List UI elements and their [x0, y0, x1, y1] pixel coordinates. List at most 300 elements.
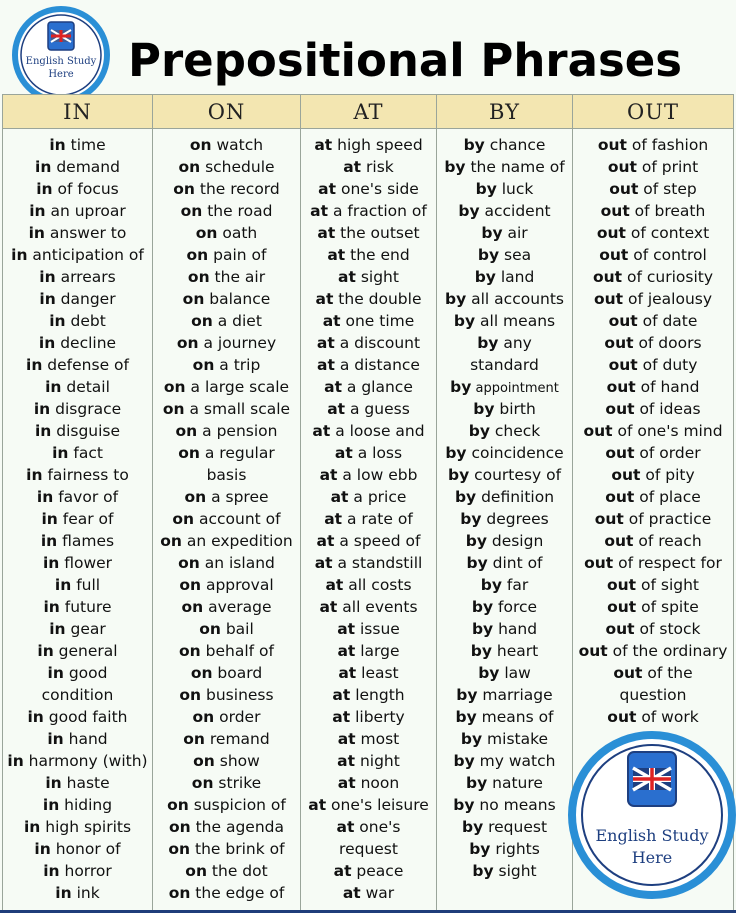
logo-bottom-text-1: English Study: [595, 826, 709, 845]
phrase-preposition: on: [186, 246, 209, 264]
phrase-row: [573, 442, 733, 464]
phrase-row: [153, 882, 300, 904]
phrase-preposition: out: [593, 290, 624, 308]
phrase-row: [437, 728, 572, 750]
phrase-text: demand: [51, 158, 120, 176]
phrase-text: a fraction of: [328, 202, 427, 220]
phrase-text: of context: [625, 224, 710, 242]
phrase-text: an uproar: [45, 202, 126, 220]
phrase-text: the dot: [206, 862, 268, 880]
page-title: Prepositional Phrases: [128, 34, 683, 87]
phrase-row: [301, 574, 436, 596]
phrase-row: [437, 640, 572, 662]
phrase-row: [153, 706, 300, 728]
phrase-preposition: on: [175, 422, 198, 440]
phrase-preposition: out: [592, 268, 623, 286]
phrase-preposition: out: [578, 642, 608, 660]
phrase-row: [301, 640, 436, 662]
phrase-row: [437, 816, 572, 838]
phrase-text: sight: [355, 268, 399, 286]
phrase-row: [153, 398, 300, 420]
phrase-row: [437, 552, 572, 574]
phrase-text: risk: [361, 158, 394, 176]
phrase-text: of practice: [623, 510, 712, 528]
phrase-row: [3, 332, 152, 354]
phrase-preposition: at: [314, 554, 333, 572]
phrase-text: of curiosity: [622, 268, 714, 286]
phrase-row: [573, 684, 733, 706]
phrase-row: [573, 178, 733, 200]
phrase-row: [573, 222, 733, 244]
phrase-text: of date: [637, 312, 698, 330]
phrase-row: [3, 508, 152, 530]
phrase-preposition: in: [43, 862, 60, 880]
phrase-row: [301, 662, 436, 684]
phrase-text: the name of: [465, 158, 565, 176]
phrase-row: [153, 200, 300, 222]
phrase-text: birth: [494, 400, 536, 418]
phrase-row: [437, 200, 572, 222]
phrase-row: [3, 838, 152, 860]
column-header-in: IN: [3, 95, 152, 129]
phrase-preposition: out: [605, 620, 635, 638]
phrase-row: [573, 354, 733, 376]
phrase-preposition: by: [458, 202, 480, 220]
phrase-row: [301, 684, 436, 706]
phrase-row: [3, 310, 152, 332]
phrase-preposition: out: [605, 400, 635, 418]
phrase-preposition: on: [179, 686, 202, 704]
phrase-preposition: by: [456, 686, 478, 704]
phrase-preposition: in: [34, 840, 51, 858]
phrase-row: [437, 750, 572, 772]
phrase-row: [301, 772, 436, 794]
phrase-preposition: out: [606, 576, 637, 594]
phrase-row: [301, 706, 436, 728]
phrase-row: [3, 266, 152, 288]
phrase-preposition: by: [455, 708, 477, 726]
phrase-preposition: by: [466, 554, 488, 572]
phrase-text: a distance: [334, 356, 420, 374]
phrase-preposition: at: [332, 708, 351, 726]
phrase-row: [573, 376, 733, 398]
column-body: [437, 134, 572, 912]
logo-bottom-text-2: Here: [631, 848, 673, 867]
phrase-row: [573, 706, 733, 728]
phrase-preposition: on: [180, 202, 203, 220]
phrase-text: of work: [636, 708, 699, 726]
phrase-row: [573, 200, 733, 222]
phrase-row: [301, 156, 436, 178]
phrase-row: [437, 794, 572, 816]
phrase-text: a loose and: [330, 422, 425, 440]
phrase-row: [437, 838, 572, 860]
phrase-row: [3, 596, 152, 618]
phrase-text: watch: [211, 136, 264, 154]
phrase-preposition: at: [327, 246, 346, 264]
phrase-row: [573, 288, 733, 310]
phrase-text: appointment: [471, 381, 559, 396]
phrase-row: [3, 552, 152, 574]
phrase-text: of pity: [640, 466, 695, 484]
phrase-row: [301, 464, 436, 486]
phrase-row: [301, 244, 436, 266]
phrase-row: [153, 442, 300, 464]
phrase-row: [437, 178, 572, 200]
phrase-text: luck: [496, 180, 534, 198]
phrase-row: [301, 420, 436, 442]
phrase-row: [437, 244, 572, 266]
phrase-row: [3, 882, 152, 904]
phrase-text: courtesy of: [469, 466, 562, 484]
phrase-preposition: out: [605, 488, 635, 506]
phrase-text: the end: [345, 246, 410, 264]
phrase-preposition: out: [596, 224, 626, 242]
phrase-preposition: on: [163, 378, 186, 396]
phrase-row: [573, 266, 733, 288]
phrase-row: [153, 508, 300, 530]
phrase-preposition: at: [327, 400, 346, 418]
phrase-row: [301, 200, 436, 222]
phrase-row: [437, 618, 572, 640]
phrase-row: [573, 574, 733, 596]
phrase-preposition: out: [607, 598, 637, 616]
phrase-text: of stock: [634, 620, 701, 638]
phrase-preposition: on: [178, 554, 200, 572]
phrase-preposition: out: [613, 664, 643, 682]
phrase-preposition: in: [37, 642, 54, 660]
phrase-row: [301, 750, 436, 772]
phrase-preposition: by: [477, 334, 499, 352]
phrase-row: [301, 288, 436, 310]
phrase-row: [153, 750, 300, 772]
phrase-row: [301, 838, 436, 860]
phrase-text: strike: [213, 774, 262, 792]
phrase-preposition: by: [460, 510, 482, 528]
phrase-row: [3, 200, 152, 222]
phrase-text: one time: [340, 312, 415, 330]
phrase-text: of duty: [637, 356, 698, 374]
phrase-preposition: at: [337, 752, 356, 770]
phrase-text: marriage: [477, 686, 553, 704]
phrase-preposition: out: [584, 554, 614, 572]
phrase-row: [3, 156, 152, 178]
phrase-row: [301, 882, 436, 904]
phrase-text: my watch: [474, 752, 556, 770]
phrase-row: [153, 618, 300, 640]
phrase-row: [153, 860, 300, 882]
phrase-text: harmony (with): [23, 752, 148, 770]
phrase-text: the brink of: [190, 840, 285, 858]
phrase-preposition: on: [173, 180, 195, 198]
phrase-row: [3, 574, 152, 596]
phrase-preposition: in: [39, 268, 56, 286]
phrase-text: honor of: [50, 840, 121, 858]
phrase-text: ink: [71, 884, 100, 902]
phrase-row: [437, 266, 572, 288]
phrase-text: detail: [61, 378, 110, 396]
phrase-text: balance: [204, 290, 271, 308]
phrase-preposition: in: [40, 532, 58, 550]
phrase-preposition: by: [461, 818, 484, 836]
phrase-row: [153, 332, 300, 354]
phrase-text: arrears: [55, 268, 116, 286]
phrase-row: [573, 530, 733, 552]
phrase-text: of jealousy: [623, 290, 713, 308]
phrase-text: a rate of: [342, 510, 413, 528]
phrase-text: a speed of: [334, 532, 421, 550]
phrase-row: [437, 222, 572, 244]
phrase-text: dint of: [487, 554, 543, 572]
phrase-text: all events: [337, 598, 418, 616]
phrase-text: the agenda: [190, 818, 284, 836]
phrase-row: [153, 794, 300, 816]
phrase-preposition: by: [469, 840, 491, 858]
phrase-text: land: [495, 268, 535, 286]
phrase-text: basis: [206, 466, 247, 484]
phrase-preposition: by: [454, 488, 477, 506]
logo-top-text-1: English Study: [25, 56, 97, 67]
phrase-preposition: at: [310, 202, 329, 220]
phrase-text: favor of: [53, 488, 119, 506]
phrase-row: [153, 662, 300, 684]
phrase-preposition: by: [481, 224, 503, 242]
phrase-row: [437, 398, 572, 420]
phrase-preposition: at: [336, 818, 355, 836]
phrase-text: of respect for: [613, 554, 722, 572]
phrase-preposition: by: [450, 378, 472, 396]
phrase-row: [3, 420, 152, 442]
phrase-preposition: in: [26, 466, 43, 484]
phrase-text: noon: [355, 774, 400, 792]
phrase-preposition: at: [337, 774, 356, 792]
phrase-row: [3, 376, 152, 398]
phrase-text: of step: [638, 180, 697, 198]
phrase-text: large: [355, 642, 400, 660]
phrase-preposition: out: [604, 334, 634, 352]
phrase-row: [301, 552, 436, 574]
phrase-text: account of: [194, 510, 281, 528]
phrase-text: of place: [634, 488, 701, 506]
phrase-row: [437, 508, 572, 530]
phrase-text: hiding: [59, 796, 113, 814]
phrase-row: [437, 772, 572, 794]
phrase-text: means of: [476, 708, 554, 726]
phrase-text: a price: [348, 488, 407, 506]
phrase-preposition: out: [604, 532, 634, 550]
phrase-preposition: in: [34, 422, 52, 440]
phrase-text: check: [489, 422, 541, 440]
phrase-preposition: by: [453, 752, 475, 770]
phrase-preposition: in: [39, 290, 56, 308]
phrase-text: far: [501, 576, 529, 594]
phrase-text: sea: [499, 246, 532, 264]
phrase-text: general: [53, 642, 118, 660]
phrase-row: [437, 288, 572, 310]
phrase-preposition: by: [471, 620, 494, 638]
phrase-preposition: in: [23, 818, 41, 836]
phrase-text: a glance: [341, 378, 413, 396]
phrase-preposition: by: [444, 158, 466, 176]
phrase-text: an island: [199, 554, 275, 572]
phrase-text: a large scale: [185, 378, 290, 396]
phrase-text: definition: [476, 488, 555, 506]
phrase-text: danger: [55, 290, 116, 308]
phrase-preposition: out: [599, 246, 629, 264]
phrase-preposition: out: [600, 202, 630, 220]
column-body: [153, 134, 300, 912]
column-header-out: OUT: [573, 95, 733, 129]
phrase-row: [3, 354, 152, 376]
phrase-text: of fashion: [626, 136, 709, 154]
phrase-preposition: out: [608, 356, 638, 374]
phrase-row: [3, 618, 152, 640]
phrase-preposition: in: [47, 730, 64, 748]
phrase-text: most: [355, 730, 400, 748]
phrase-row: [3, 244, 152, 266]
phrase-row: [301, 266, 436, 288]
phrase-text: law: [499, 664, 531, 682]
phrase-text: the air: [209, 268, 266, 286]
phrase-preposition: by: [460, 730, 483, 748]
phrase-text: schedule: [200, 158, 275, 176]
phrase-preposition: at: [316, 532, 335, 550]
phrase-row: [3, 640, 152, 662]
phrase-preposition: at: [318, 180, 337, 198]
phrase-text: question: [619, 686, 687, 704]
phrase-row: [573, 420, 733, 442]
phrase-row: [153, 310, 300, 332]
phrase-preposition: on: [192, 356, 215, 374]
phrase-row: [437, 310, 572, 332]
phrase-preposition: on: [190, 664, 213, 682]
phrase-row: [3, 178, 152, 200]
phrase-row: [3, 486, 152, 508]
column-by: [437, 95, 573, 912]
phrase-preposition: in: [45, 378, 62, 396]
phrase-preposition: out: [607, 158, 637, 176]
phrase-text: the road: [202, 202, 273, 220]
phrase-preposition: in: [47, 664, 64, 682]
phrase-text: of sight: [636, 576, 699, 594]
phrase-preposition: on: [183, 730, 205, 748]
phrase-text: a loss: [352, 444, 403, 462]
phrase-text: least: [356, 664, 399, 682]
phrase-preposition: in: [54, 576, 72, 594]
phrase-preposition: by: [447, 466, 470, 484]
phrase-row: [153, 640, 300, 662]
phrase-preposition: at: [332, 686, 351, 704]
phrase-text: order: [214, 708, 261, 726]
phrase-text: all means: [475, 312, 556, 330]
phrase-row: [3, 662, 152, 684]
phrase-preposition: on: [172, 510, 195, 528]
phrase-text: of spite: [636, 598, 699, 616]
phrase-text: high spirits: [40, 818, 132, 836]
phrase-row: [301, 354, 436, 376]
phrase-text: degrees: [481, 510, 549, 528]
phrase-preposition: on: [168, 884, 191, 902]
phrase-preposition: on: [187, 268, 210, 286]
phrase-text: rights: [490, 840, 540, 858]
phrase-row: [437, 442, 572, 464]
phrase-preposition: on: [189, 136, 212, 154]
phrase-row: [153, 156, 300, 178]
phrase-row: [153, 728, 300, 750]
phrase-text: one's side: [336, 180, 419, 198]
phrase-row: [301, 794, 436, 816]
phrase-row: [573, 508, 733, 530]
phrase-row: [573, 596, 733, 618]
phrase-text: of hand: [635, 378, 700, 396]
phrase-preposition: at: [317, 356, 335, 374]
phrase-preposition: at: [316, 334, 335, 352]
phrase-preposition: on: [162, 400, 185, 418]
phrase-text: accident: [479, 202, 551, 220]
phrase-preposition: in: [49, 312, 66, 330]
phrase-preposition: at: [315, 290, 334, 308]
phrase-text: request: [483, 818, 548, 836]
phrase-preposition: in: [36, 180, 53, 198]
phrase-text: sight: [493, 862, 537, 880]
phrase-preposition: in: [55, 884, 72, 902]
phrase-text: hand: [493, 620, 538, 638]
phrase-preposition: by: [472, 862, 494, 880]
logo-bottom: [568, 730, 736, 900]
phrase-row: [153, 376, 300, 398]
phrase-preposition: in: [45, 774, 62, 792]
column-in: [3, 95, 153, 912]
phrase-row: [3, 222, 152, 244]
phrase-text: good faith: [43, 708, 128, 726]
phrase-preposition: in: [41, 510, 58, 528]
phrase-row: [437, 596, 572, 618]
phrase-text: defense of: [42, 356, 129, 374]
phrase-text: heart: [491, 642, 539, 660]
phrase-text: of the: [642, 664, 693, 682]
phrase-text: of print: [636, 158, 699, 176]
phrase-row: [301, 530, 436, 552]
phrase-row: [3, 706, 152, 728]
phrase-text: the outset: [335, 224, 420, 242]
phrase-text: approval: [201, 576, 274, 594]
phrase-preposition: on: [199, 620, 221, 638]
phrase-text: request: [339, 840, 398, 858]
phrase-text: a discount: [334, 334, 421, 352]
phrase-preposition: on: [176, 334, 199, 352]
phrase-row: [301, 728, 436, 750]
phrase-row: [437, 134, 572, 156]
phrase-text: coincidence: [466, 444, 564, 462]
phrase-row: [3, 442, 152, 464]
phrase-preposition: at: [337, 620, 356, 638]
phrase-preposition: by: [445, 444, 467, 462]
phrase-preposition: in: [52, 444, 69, 462]
phrase-row: [301, 222, 436, 244]
phrase-text: the record: [194, 180, 280, 198]
phrase-row: [153, 552, 300, 574]
phrase-preposition: in: [27, 708, 44, 726]
phrase-text: decline: [55, 334, 117, 352]
phrase-text: liberty: [350, 708, 405, 726]
phrase-row: [573, 464, 733, 486]
phrase-text: no means: [474, 796, 556, 814]
phrase-text: anticipation of: [27, 246, 144, 264]
phrase-text: air: [502, 224, 528, 242]
phrase-row: [301, 178, 436, 200]
phrase-text: of ideas: [634, 400, 701, 418]
phrase-row: [573, 398, 733, 420]
